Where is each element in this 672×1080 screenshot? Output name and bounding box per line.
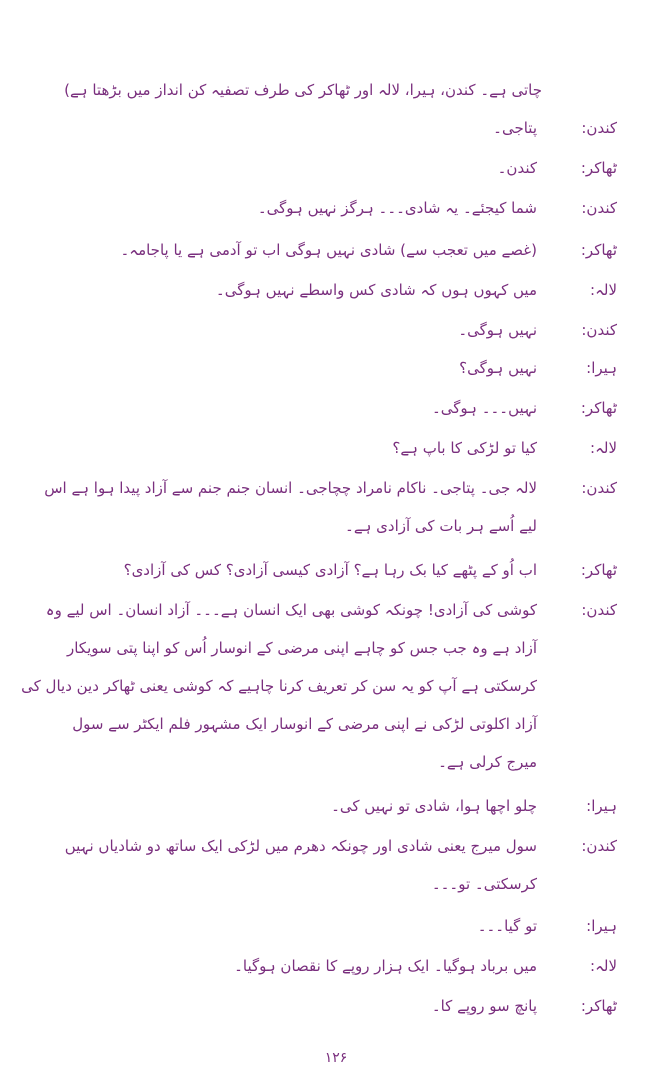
dialogue-line: کرسکتی ہے آپ کو یہ سن کر تعریف کرنا چاہیے کہ کوشی یعنی ٹھاکر دین دیال کی bbox=[21, 677, 537, 695]
intro-line: چاتی ہے۔ کندن، ہیرا، لالہ اور ٹھاکر کی طرف تصفیہ کن انداز میں بڑھتا ہے) bbox=[64, 81, 542, 99]
dialogue-line: تو گیا۔۔۔ bbox=[477, 917, 537, 935]
speaker-label: لالہ: bbox=[590, 957, 617, 975]
dialogue-line: میرج کرلی ہے۔ bbox=[438, 753, 537, 771]
speaker-label: ٹھاکر: bbox=[580, 561, 617, 579]
page-number: ۱۲۶ bbox=[324, 1050, 348, 1066]
dialogue-line: لالہ جی۔ پتاجی۔ ناکام نامراد چچاجی۔ انسان جنم جنم سے آزاد پیدا ہوا ہے اس bbox=[44, 479, 537, 497]
dialogue-line: اب اُو کے پٹھے کیا بک رہا ہے؟ آزادی کیسی آزادی؟ کس کی آزادی؟ bbox=[123, 561, 537, 579]
dialogue-line: سول میرج یعنی شادی اور چونکہ دھرم میں لڑکی ایک ساتھ دو شادیاں نہیں bbox=[64, 837, 537, 855]
speaker-label: کندن: bbox=[581, 479, 617, 497]
speaker-label: ٹھاکر: bbox=[580, 399, 617, 417]
speaker-label: کندن: bbox=[581, 837, 617, 855]
speaker-label: کندن: bbox=[581, 119, 617, 137]
dialogue-line: کندن۔ bbox=[497, 159, 537, 177]
speaker-label: ہیرا: bbox=[586, 359, 617, 377]
dialogue-line: پانچ سو روپے کا۔ bbox=[431, 997, 537, 1015]
speaker-label: ہیرا: bbox=[586, 917, 617, 935]
speaker-label: کندن: bbox=[581, 199, 617, 217]
dialogue-line: کوشی کی آزادی! چونکہ کوشی بھی ایک انسان ہے۔۔۔ آزاد انسان۔ اس لیے وہ bbox=[45, 601, 537, 619]
speaker-label: ٹھاکر: bbox=[580, 159, 617, 177]
dialogue-line: چلو اچھا ہوا، شادی تو نہیں کی۔ bbox=[331, 797, 537, 815]
dialogue-line: میں برباد ہوگیا۔ ایک ہزار روپے کا نقصان ہوگیا۔ bbox=[234, 957, 537, 975]
dialogue-line: لیے اُسے ہر بات کی آزادی ہے۔ bbox=[345, 517, 537, 535]
dialogue-line: (غصے میں تعجب سے) شادی نہیں ہوگی اب تو آدمی ہے یا پاجامہ۔ bbox=[120, 241, 537, 259]
speaker-label: لالہ: bbox=[590, 281, 617, 299]
speaker-label: ٹھاکر: bbox=[580, 241, 617, 259]
speaker-label: ٹھاکر: bbox=[580, 997, 617, 1015]
dialogue-line: نہیں ہوگی۔ bbox=[458, 321, 537, 339]
speaker-label: لالہ: bbox=[590, 439, 617, 457]
dialogue-line: شما کیجئے۔ یہ شادی۔۔۔ ہرگز نہیں ہوگی۔ bbox=[257, 199, 537, 217]
dialogue-line: نہیں۔۔۔ ہوگی۔ bbox=[431, 399, 537, 417]
dialogue-line: آزاد ہے وہ جب جس کو چاہے اپنی مرضی کے انوسار اُس کو اپنا پتی سویکار bbox=[66, 639, 537, 657]
dialogue-line: آزاد اکلوتی لڑکی نے اپنی مرضی کے انوسار ایک مشہور فلم ایکٹر سے سول bbox=[72, 715, 537, 733]
dialogue-line: نہیں ہوگی؟ bbox=[459, 359, 537, 377]
speaker-label: ہیرا: bbox=[586, 797, 617, 815]
speaker-label: کندن: bbox=[581, 601, 617, 619]
dialogue-line: پتاجی۔ bbox=[493, 119, 537, 137]
dialogue-line: کیا تو لڑکی کا باپ ہے؟ bbox=[392, 439, 537, 457]
dialogue-line: کرسکتی۔ تو۔۔۔ bbox=[431, 875, 537, 893]
speaker-label: کندن: bbox=[581, 321, 617, 339]
dialogue-line: میں کہوں ہوں کہ شادی کس واسطے نہیں ہوگی۔ bbox=[215, 281, 537, 299]
